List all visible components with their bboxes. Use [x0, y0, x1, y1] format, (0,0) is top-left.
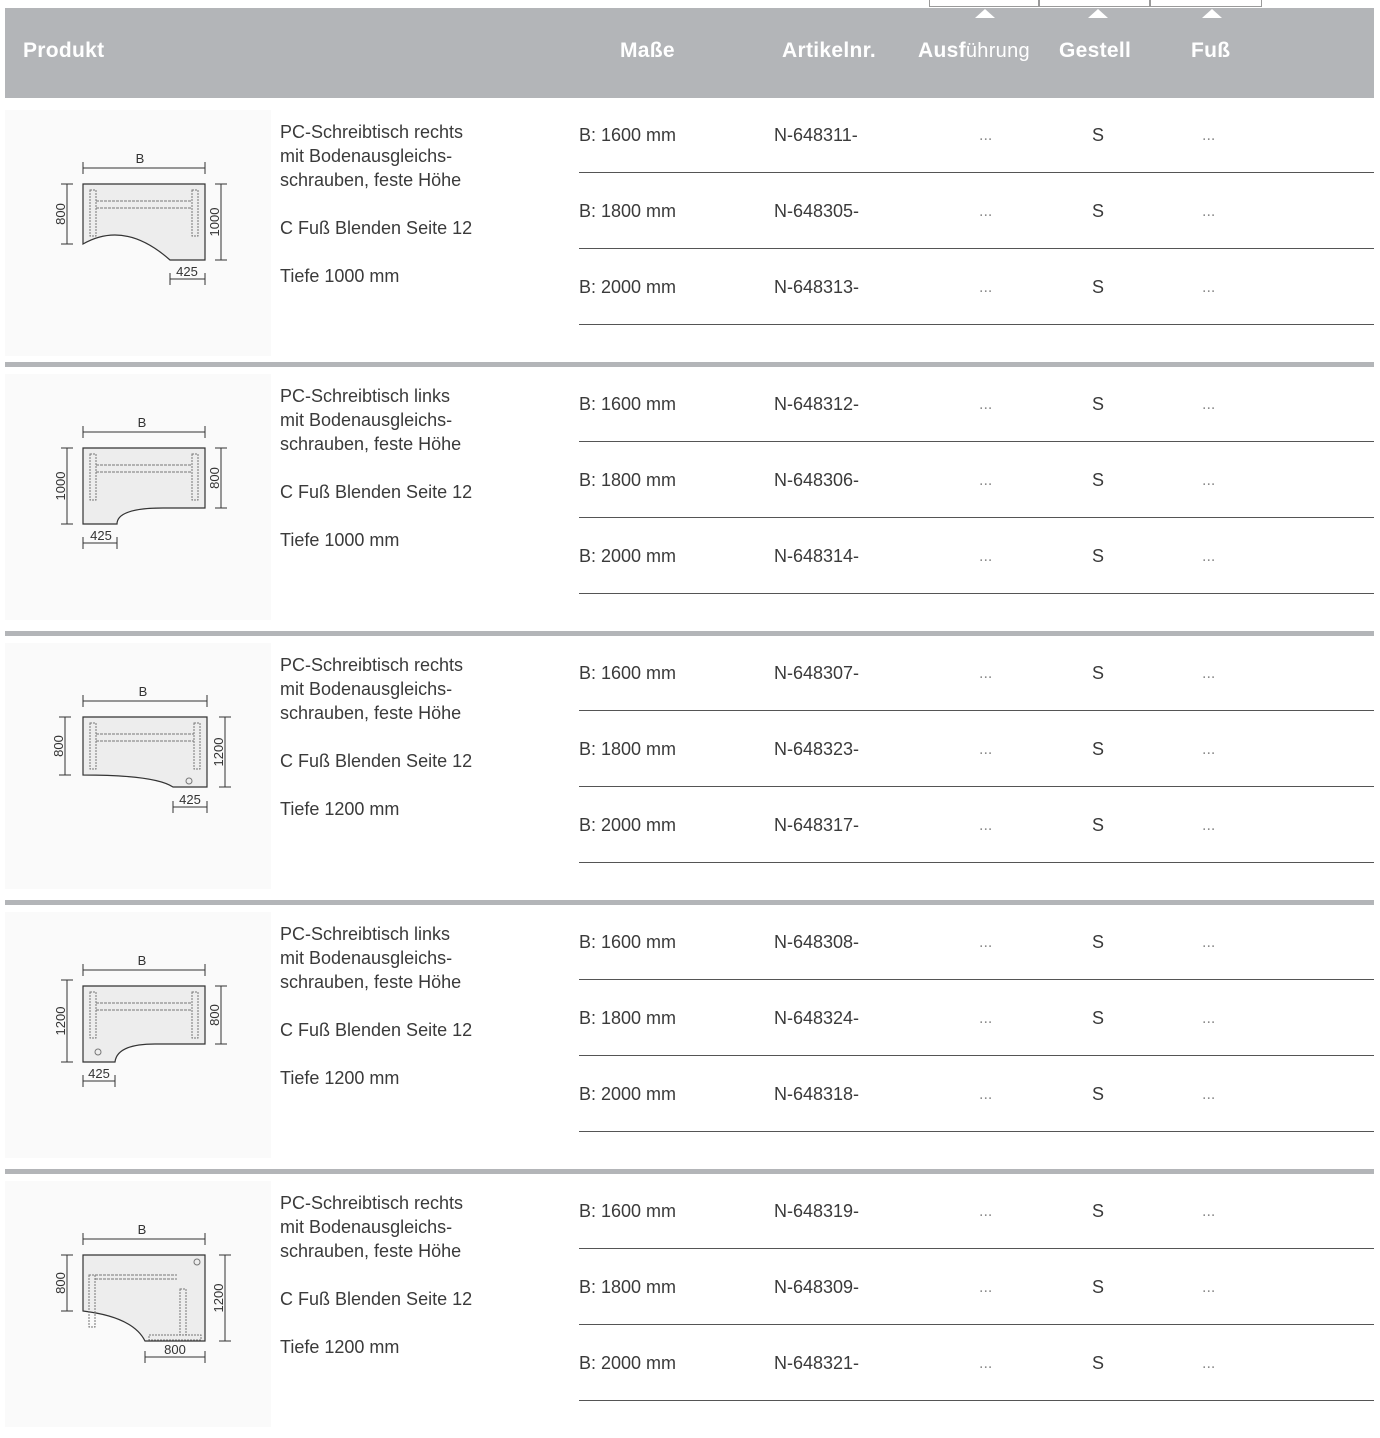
product-image [5, 1181, 271, 1427]
masse-cell: B: 2000 mm [579, 1353, 677, 1373]
desc-line: mit Bodenausgleichs- [280, 679, 453, 699]
ausfuehrung-cell: ... [979, 665, 993, 682]
fuss-cell: ... [1202, 1279, 1216, 1296]
desc-line: PC-Schreibtisch links [280, 924, 451, 944]
gestell-cell: S [1092, 1084, 1105, 1104]
triangle-up-icon [1088, 9, 1108, 18]
header-masse: Maße [620, 39, 675, 62]
gestell-cell: S [1092, 1008, 1105, 1028]
desc-line: Tiefe 1000 mm [280, 530, 400, 550]
desc-line: PC-Schreibtisch rechts [280, 655, 464, 675]
desc-line: schrauben, feste Höhe [280, 703, 462, 723]
dim-label-bottom: 425 [176, 264, 198, 279]
dim-label-top: B [135, 151, 145, 166]
row-divider [579, 710, 1374, 711]
masse-cell: B: 1800 mm [579, 470, 677, 490]
table-row [579, 981, 1374, 1056]
gestell-cell: S [1092, 1353, 1105, 1373]
desc-line: C Fuß Blenden Seite 12 [280, 751, 473, 771]
desk-diagram [5, 1069, 271, 1357]
ausfuehrung-cell: ... [979, 1279, 993, 1296]
row-divider [579, 517, 1374, 518]
product-description [280, 1191, 560, 1359]
table-row [579, 1250, 1374, 1325]
desc-line: schrauben, feste Höhe [280, 170, 462, 190]
row-divider [579, 1324, 1374, 1325]
dim-label-bottom: 425 [179, 792, 201, 807]
fuss-cell: ... [1202, 1086, 1216, 1103]
table-row [579, 367, 1374, 442]
table-row [579, 788, 1374, 863]
product-description [280, 922, 560, 1090]
desc-line: schrauben, feste Höhe [280, 434, 462, 454]
dim-label-right: 800 [207, 467, 222, 489]
desk-diagram [5, 262, 271, 542]
row-divider [579, 248, 1374, 249]
header-gestell: Gestell [1059, 39, 1132, 62]
dim-label-bottom: 425 [90, 528, 112, 543]
masse-cell: B: 2000 mm [579, 815, 677, 835]
fuss-cell: ... [1202, 203, 1216, 220]
dim-label-bottom: 425 [88, 1066, 110, 1081]
artikelnr-cell: N-648324- [774, 1008, 860, 1028]
artikelnr-cell: N-648309- [774, 1277, 860, 1297]
row-divider [579, 786, 1374, 787]
artikelnr-cell: N-648312- [774, 394, 860, 414]
dim-label-right: 800 [207, 1004, 222, 1026]
ausfuehrung-cell: ... [979, 203, 993, 220]
fuss-cell: ... [1202, 1203, 1216, 1220]
ausfuehrung-cell: ... [979, 279, 993, 296]
row-divider [579, 1131, 1374, 1132]
ausfuehrung-cell: ... [979, 548, 993, 565]
gestell-cell: S [1092, 739, 1105, 759]
desc-line: PC-Schreibtisch rechts [280, 122, 464, 142]
gestell-cell: S [1092, 1277, 1105, 1297]
row-divider [579, 593, 1374, 594]
desc-line: schrauben, feste Höhe [280, 972, 462, 992]
masse-cell: B: 1800 mm [579, 1008, 677, 1028]
tab-gestell [1039, 0, 1150, 7]
dim-label-left: 1200 [53, 1006, 68, 1036]
ausfuehrung-cell: ... [979, 127, 993, 144]
gestell-cell: S [1092, 125, 1105, 145]
gestell-cell: S [1092, 546, 1105, 566]
dim-label-right: 1200 [211, 737, 226, 767]
desk-diagram [5, 0, 271, 278]
desc-line: Tiefe 1200 mm [280, 799, 400, 819]
fuss-cell: ... [1202, 396, 1216, 413]
masse-cell: B: 1800 mm [579, 201, 677, 221]
ausfuehrung-cell: ... [979, 396, 993, 413]
header-produkt: Produkt [23, 39, 105, 62]
artikelnr-cell: N-648307- [774, 663, 860, 683]
desc-line: C Fuß Blenden Seite 12 [280, 482, 473, 502]
artikelnr-cell: N-648314- [774, 546, 860, 566]
table-row [579, 712, 1374, 787]
dim-label-left: 800 [53, 1272, 68, 1294]
desc-line: C Fuß Blenden Seite 12 [280, 218, 473, 238]
dim-label-top: B [137, 953, 147, 968]
row-divider [579, 441, 1374, 442]
dim-label-top: B [137, 415, 147, 430]
desc-line: PC-Schreibtisch links [280, 386, 451, 406]
row-divider [579, 979, 1374, 980]
table-row [579, 98, 1374, 173]
fuss-cell: ... [1202, 817, 1216, 834]
artikelnr-cell: N-648308- [774, 932, 860, 952]
tab-ausfuehrung [929, 0, 1039, 7]
table-row [579, 905, 1374, 980]
desc-line: C Fuß Blenden Seite 12 [280, 1020, 473, 1040]
header-ausfuehrung: Ausführung [918, 39, 1030, 62]
tab-fuss [1150, 0, 1262, 7]
artikelnr-cell: N-648323- [774, 739, 860, 759]
table-row [579, 443, 1374, 518]
table-row [579, 636, 1374, 711]
desc-line: Tiefe 1200 mm [280, 1068, 400, 1088]
table-row [579, 1174, 1374, 1249]
masse-cell: B: 1600 mm [579, 125, 677, 145]
desc-line: schrauben, feste Höhe [280, 1241, 462, 1261]
dim-label-top: B [137, 1222, 147, 1237]
masse-cell: B: 1800 mm [579, 1277, 677, 1297]
masse-cell: B: 1600 mm [579, 1201, 677, 1221]
gestell-cell: S [1092, 394, 1105, 414]
table-row [579, 1057, 1374, 1132]
row-divider [579, 862, 1374, 863]
gestell-cell: S [1092, 201, 1105, 221]
fuss-cell: ... [1202, 1355, 1216, 1372]
gestell-cell: S [1092, 815, 1105, 835]
artikelnr-cell: N-648319- [774, 1201, 860, 1221]
header-fuss: Fuß [1191, 39, 1231, 62]
masse-cell: B: 1600 mm [579, 663, 677, 683]
table-row [579, 519, 1374, 594]
row-divider [579, 1248, 1374, 1249]
artikelnr-cell: N-648305- [774, 201, 860, 221]
row-divider [579, 1400, 1374, 1401]
ausfuehrung-cell: ... [979, 1010, 993, 1027]
ausfuehrung-cell: ... [979, 472, 993, 489]
fuss-cell: ... [1202, 279, 1216, 296]
triangle-up-icon [1202, 9, 1222, 18]
ausfuehrung-cell: ... [979, 934, 993, 951]
desc-line: Tiefe 1200 mm [280, 1337, 400, 1357]
ausfuehrung-cell: ... [979, 1086, 993, 1103]
gestell-cell: S [1092, 932, 1105, 952]
desc-line: mit Bodenausgleichs- [280, 948, 453, 968]
table-row [579, 250, 1374, 325]
artikelnr-cell: N-648306- [774, 470, 860, 490]
ausfuehrung-cell: ... [979, 741, 993, 758]
fuss-cell: ... [1202, 1010, 1216, 1027]
gestell-cell: S [1092, 663, 1105, 683]
masse-cell: B: 2000 mm [579, 277, 677, 297]
masse-cell: B: 1600 mm [579, 932, 677, 952]
desk-diagram [5, 531, 271, 811]
desk-diagram [5, 800, 271, 1080]
dim-label-bottom: 800 [164, 1342, 186, 1357]
masse-cell: B: 1800 mm [579, 739, 677, 759]
gestell-cell: S [1092, 470, 1105, 490]
dim-label-left: 800 [51, 735, 66, 757]
desc-line: C Fuß Blenden Seite 12 [280, 1289, 473, 1309]
ausfuehrung-cell: ... [979, 1203, 993, 1220]
table-row [579, 1326, 1374, 1401]
artikelnr-cell: N-648311- [774, 125, 858, 145]
product-section [5, 1169, 1374, 1438]
fuss-cell: ... [1202, 741, 1216, 758]
masse-cell: B: 2000 mm [579, 1084, 677, 1104]
dim-label-right: 1200 [211, 1283, 226, 1313]
product-description [280, 120, 560, 288]
masse-cell: B: 1600 mm [579, 394, 677, 414]
desc-line: PC-Schreibtisch rechts [280, 1193, 464, 1213]
dim-label-right: 1000 [207, 207, 222, 237]
dim-label-left: 1000 [53, 471, 68, 501]
artikelnr-cell: N-648318- [774, 1084, 860, 1104]
product-description [280, 653, 560, 821]
row-divider [579, 172, 1374, 173]
ausfuehrung-cell: ... [979, 1355, 993, 1372]
table-row [579, 174, 1374, 249]
row-divider [579, 324, 1374, 325]
ausfuehrung-cell: ... [979, 817, 993, 834]
fuss-cell: ... [1202, 934, 1216, 951]
fuss-cell: ... [1202, 127, 1216, 144]
gestell-cell: S [1092, 277, 1105, 297]
header-artikelnr: Artikelnr. [782, 39, 877, 62]
desc-line: mit Bodenausgleichs- [280, 410, 453, 430]
row-divider [579, 1055, 1374, 1056]
desc-line: mit Bodenausgleichs- [280, 1217, 453, 1237]
fuss-cell: ... [1202, 548, 1216, 565]
masse-cell: B: 2000 mm [579, 546, 677, 566]
dim-label-left: 800 [53, 203, 68, 225]
desc-line: Tiefe 1000 mm [280, 266, 400, 286]
artikelnr-cell: N-648317- [774, 815, 860, 835]
product-description [280, 384, 560, 552]
desc-line: mit Bodenausgleichs- [280, 146, 453, 166]
fuss-cell: ... [1202, 472, 1216, 489]
gestell-cell: S [1092, 1201, 1105, 1221]
artikelnr-cell: N-648313- [774, 277, 860, 297]
dim-label-top: B [138, 684, 148, 699]
fuss-cell: ... [1202, 665, 1216, 682]
triangle-up-icon [975, 9, 995, 18]
artikelnr-cell: N-648321- [774, 1353, 860, 1373]
